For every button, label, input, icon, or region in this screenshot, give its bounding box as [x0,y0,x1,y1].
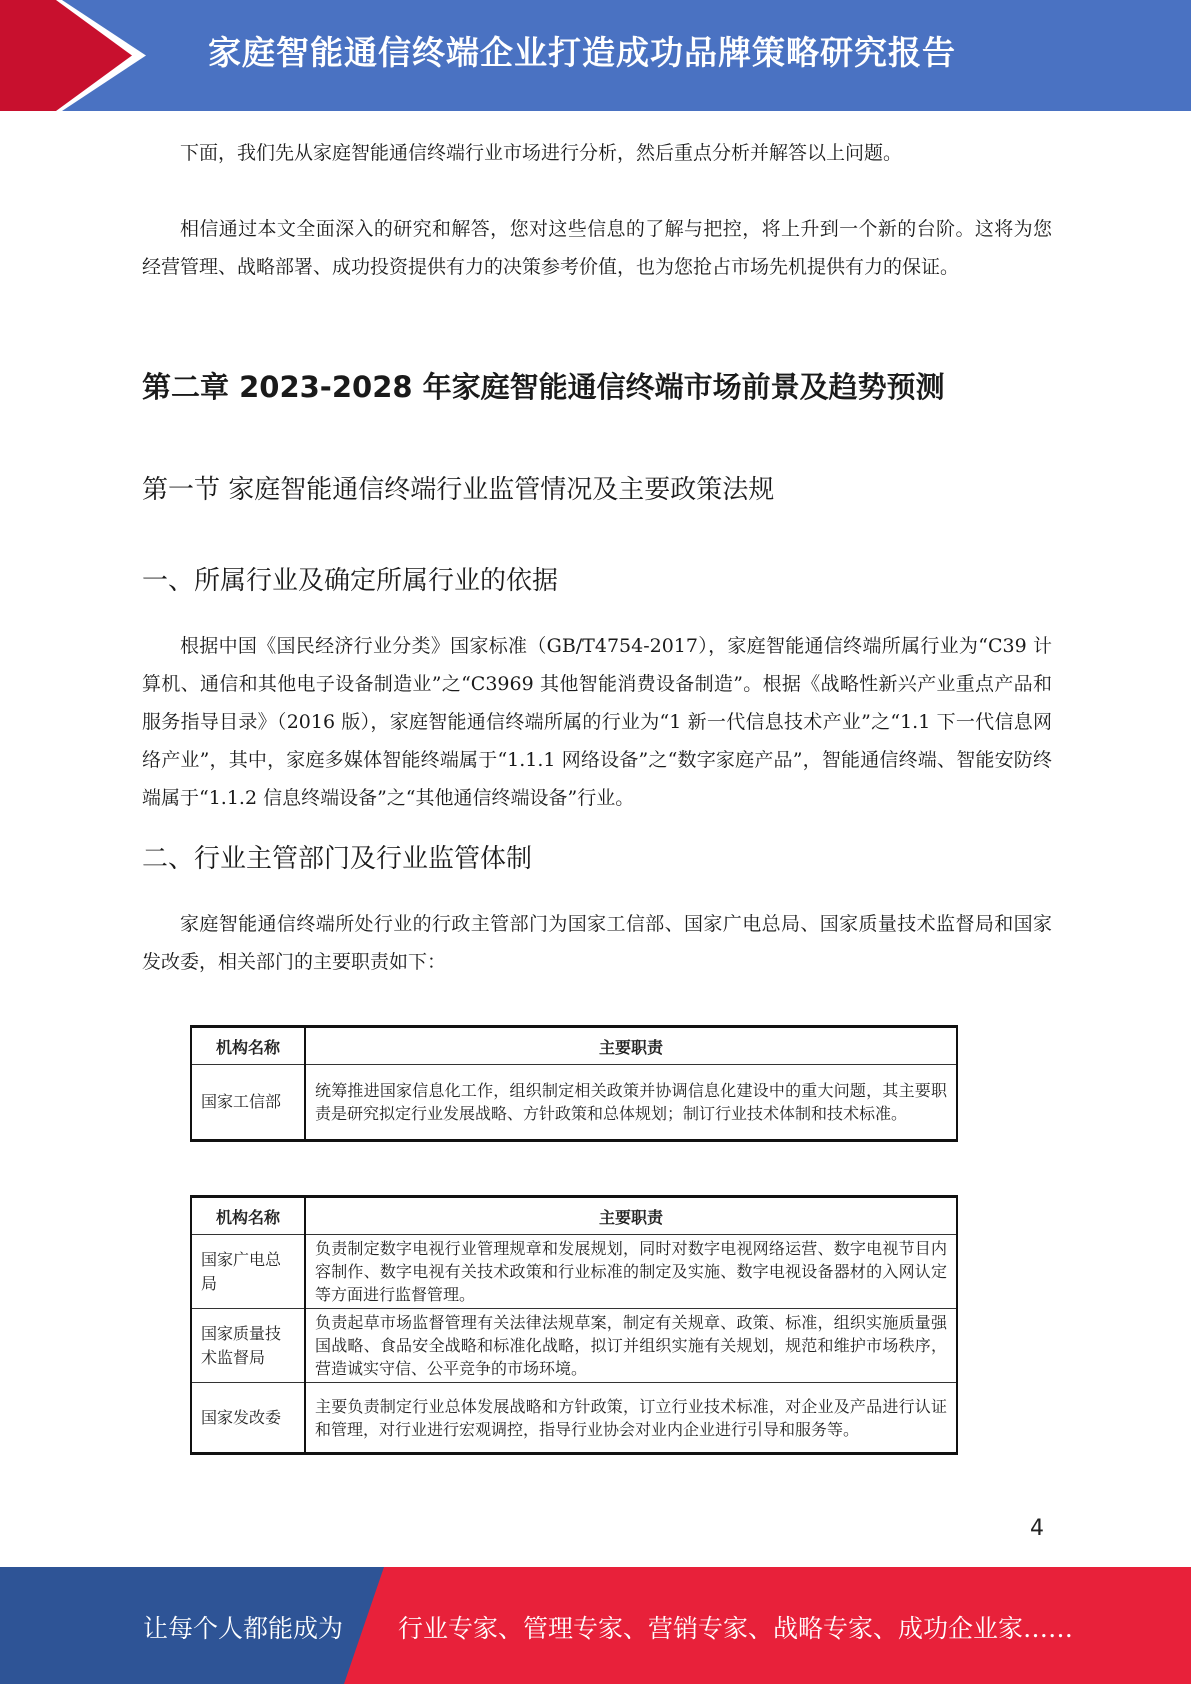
table-header-row [191,1027,957,1065]
header-chevron-graphic [0,0,150,111]
subsection-2-title: 二、行业主管部门及行业监管体制 [142,844,533,874]
chapter-title: 第二章 2023-2028 年家庭智能通信终端市场前景及趋势预测 [142,370,945,404]
page-number: 4 [1030,1516,1044,1541]
page-footer [0,1567,1191,1684]
agency-name-cell: 国家发改委 [191,1383,305,1454]
table-header-row [191,1197,957,1235]
footer-slogan-left: 让每个人都能成为 [143,1614,344,1643]
intro-paragraph-2: 相信通过本文全面深入的研究和解答，您对这些信息的了解与把控，将上升到一个新的台阶。这将为您经营管理、战略部署、成功投资提供有力的决策参考价值，也为您抢占市场先机提供有力的保证。 [142,218,1052,278]
subsection-1-paragraph: 根据中国《国民经济行业分类》国家标准（GB/T4754-2017），家庭智能通信终端所属行业为“C39 计算机、通信和其他电子设备制造业”之“C3969 其他智能消费设备制造”。根据《战略性新兴产业重点产品和服务指导目录》（2016 版），家庭智能通信终端所属的行业为“1 新一代信息技术产业”之“1.1 下一代信息网络产业”，其中，家庭多媒体智能终端属于“1.1.1 网络设备”之“数字家庭产品”，智能通信终端、智能安防终端属于“1.1.2 信息终端设备”之“其他通信终端设备”行业。 [142,635,1052,809]
subsection-1-title: 一、所属行业及确定所属行业的依据 [142,566,559,596]
agency-duties-cell: 统筹推进国家信息化工作，组织制定相关政策并协调信息化建设中的重大问题，其主要职责是研究拟定行业发展战略、方针政策和总体规划；制订行业技术体制和技术标准。 [305,1065,957,1141]
table-row [191,1235,957,1309]
table-row [191,1383,957,1454]
page-header [0,0,1191,111]
column-header-agency: 机构名称 [191,1027,305,1065]
agency-name-cell: 国家广电总局 [191,1235,305,1309]
section-title: 第一节 家庭智能通信终端行业监管情况及主要政策法规 [142,475,775,505]
agency-duties-table-2 [190,1195,958,1455]
column-header-agency: 机构名称 [191,1197,305,1235]
table-row [191,1065,957,1141]
column-header-duties: 主要职责 [305,1027,957,1065]
table-row [191,1309,957,1383]
agency-duties-cell: 负责制定数字电视行业管理规章和发展规划，同时对数字电视网络运营、数字电视节目内容制作、数字电视有关技术政策和行业标准的制定及实施、数字电视设备器材的入网认定等方面进行监督管理。 [305,1235,957,1309]
agency-duties-cell: 主要负责制定行业总体发展战略和方针政策，订立行业技术标准，对企业及产品进行认证和管理，对行业进行宏观调控，指导行业协会对业内企业进行引导和服务等。 [305,1383,957,1454]
column-header-duties: 主要职责 [305,1197,957,1235]
report-title: 家庭智能通信终端企业打造成功品牌策略研究报告 [208,33,956,72]
agency-duties-cell: 负责起草市场监督管理有关法律法规草案，制定有关规章、政策、标准，组织实施质量强国战略、食品安全战略和标准化战略，拟订并组织实施有关规划，规范和维护市场秩序，营造诚实守信、公平竞争的市场环境。 [305,1309,957,1383]
agency-name-cell: 国家质量技术监督局 [191,1309,305,1383]
agency-name-cell: 国家工信部 [191,1065,305,1141]
subsection-2-paragraph: 家庭智能通信终端所处行业的行政主管部门为国家工信部、国家广电总局、国家质量技术监督局和国家发改委，相关部门的主要职责如下： [142,913,1052,973]
intro-paragraph-1: 下面，我们先从家庭智能通信终端行业市场进行分析，然后重点分析并解答以上问题。 [180,142,903,164]
footer-slogan-right: 行业专家、管理专家、营销专家、战略专家、成功企业家…… [398,1614,1074,1643]
agency-duties-table-1 [190,1025,958,1142]
